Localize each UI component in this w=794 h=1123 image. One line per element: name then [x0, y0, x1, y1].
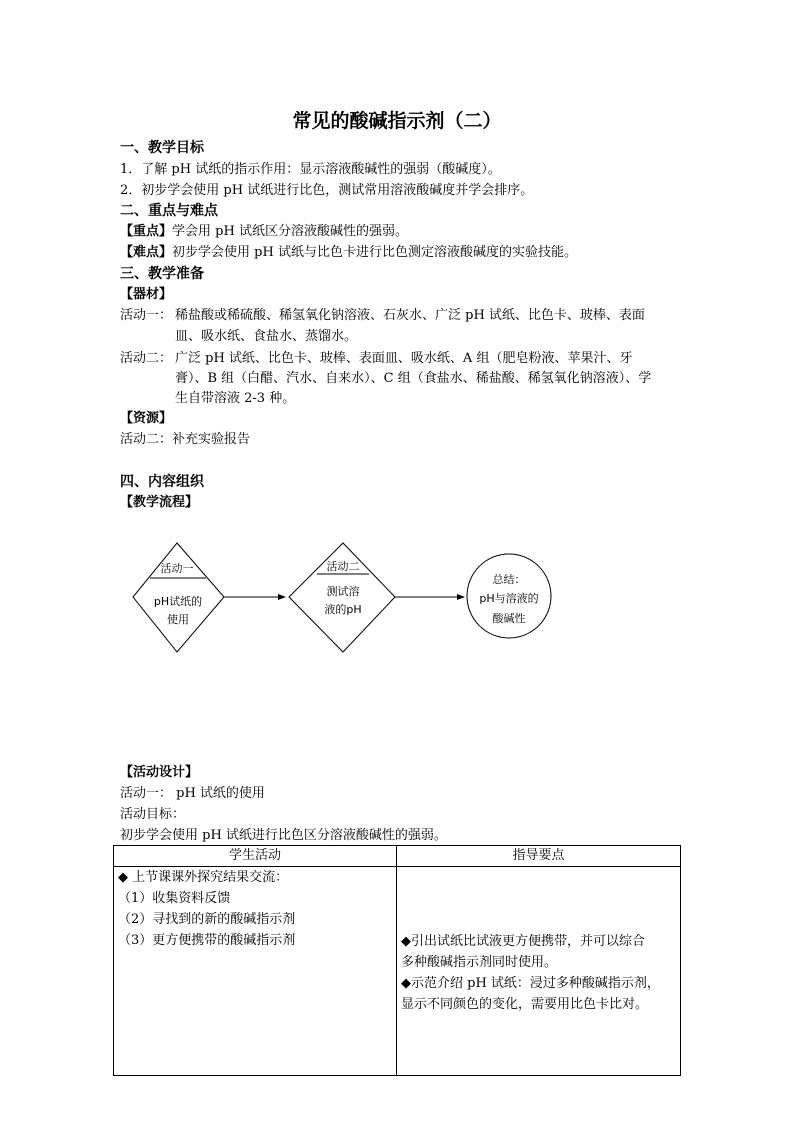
- activity1-equipment-line1: 稀盐酸或稀硫酸、稀氢氧化钠溶液、石灰水、广泛 pH 试纸、比色卡、玻棒、表面: [175, 308, 645, 323]
- node1-top-label: 活动一: [160, 562, 194, 575]
- node3-line3: 酸碱性: [492, 612, 526, 625]
- teaching-flowchart: [130, 540, 560, 660]
- guidance-line: 多种酸碱指示剂同时使用。: [401, 955, 558, 970]
- student-line: （2）寻找到的新的酸碱指示剂: [118, 912, 296, 927]
- node2-line1: 测试溶: [326, 585, 360, 598]
- node2-top-label: 活动二: [326, 560, 360, 573]
- design-goal-label: 活动目标：: [120, 807, 186, 822]
- table-header-row: [114, 846, 681, 867]
- activity2-equipment-line1: 广泛 pH 试纸、比色卡、玻棒、表面皿、吸水纸、A 组（肥皂粉液、苹果汁、牙: [175, 351, 633, 366]
- focus-text: 学会用 pH 试纸区分溶液酸碱性的强弱。: [172, 224, 408, 239]
- flow-node-activity1: [133, 543, 224, 652]
- goal-item-2: 2．初步学会使用 pH 试纸进行比色，测试常用溶液酸碱度并学会排序。: [120, 183, 534, 198]
- flow-node-summary: [467, 554, 551, 638]
- flow-label: 【教学流程】: [120, 495, 199, 510]
- activity1-prefix: 活动一：: [120, 308, 173, 323]
- node1-line2: 使用: [167, 613, 189, 626]
- equipment-label: 【器材】: [120, 287, 173, 302]
- resource-label: 【资源】: [120, 411, 173, 426]
- section-heading-goals: 一、教学目标: [120, 140, 204, 156]
- focus-line: [120, 224, 408, 240]
- section-heading-prep: 三、教学准备: [120, 266, 204, 282]
- guidance-line: 显示不同颜色的变化，需要用比色卡比对。: [401, 997, 649, 1012]
- page-title: 常见的酸碱指示剂（二）: [292, 110, 502, 132]
- difficulty-label: 【难点】: [120, 245, 173, 260]
- goal-item-1: 1．了解 pH 试纸的指示作用：显示溶液酸碱性的强弱（酸碱度）。: [120, 162, 501, 177]
- node2-line2: 液的pH: [324, 603, 362, 616]
- section-heading-focus: 二、重点与难点: [120, 203, 218, 219]
- flow-node-activity2: [289, 543, 395, 652]
- design-label: 【活动设计】: [120, 765, 199, 780]
- design-goal-text: 初步学会使用 pH 试纸进行比色区分溶液酸碱性的强弱。: [120, 828, 447, 843]
- cell-student-activity: [114, 867, 397, 1076]
- activity2-equipment-line2: 膏）、B 组（白醋、汽水、自来水）、C 组（食盐水、稀盐酸、稀氢氧化钠溶液）、学: [175, 371, 652, 386]
- node1-line1: pH试纸的: [153, 595, 203, 608]
- focus-label: 【重点】: [120, 224, 173, 239]
- header-guidance: 指导要点: [397, 846, 681, 867]
- activity-table: [113, 845, 681, 1076]
- node3-line1: 总结：: [492, 573, 526, 586]
- activity2-prefix: 活动二：: [120, 351, 173, 366]
- difficulty-text: 初步学会使用 pH 试纸与比色卡进行比色测定溶液酸碱度的实验技能。: [172, 245, 577, 260]
- node3-line2: pH与溶液的: [479, 592, 539, 605]
- student-line: （1）收集资料反馈: [118, 891, 231, 906]
- activity1-equipment-line2: 皿、吸水纸、食盐水、蒸馏水。: [175, 329, 358, 344]
- guidance-line: ◆引出试纸比试液更方便携带，并可以综合: [401, 934, 645, 949]
- difficulty-line: [120, 245, 577, 261]
- student-line: （3）更方便携带的酸碱指示剂: [118, 933, 296, 948]
- table-row: [114, 867, 681, 1076]
- cell-guidance: [397, 867, 681, 1076]
- header-student-activity: 学生活动: [114, 846, 397, 867]
- section-heading-content: 四、内容组织: [120, 474, 204, 490]
- resource-text: 活动二：补充实验报告: [120, 432, 251, 447]
- activity2-equipment-line3: 生自带溶液 2-3 种。: [175, 391, 296, 406]
- student-line: ◆ 上节课课外探究结果交流：: [118, 870, 289, 885]
- guidance-line: ◆示范介绍 pH 试纸：浸过多种酸碱指示剂，: [401, 976, 660, 991]
- design-activity: 活动一： pH 试纸的使用: [120, 786, 265, 801]
